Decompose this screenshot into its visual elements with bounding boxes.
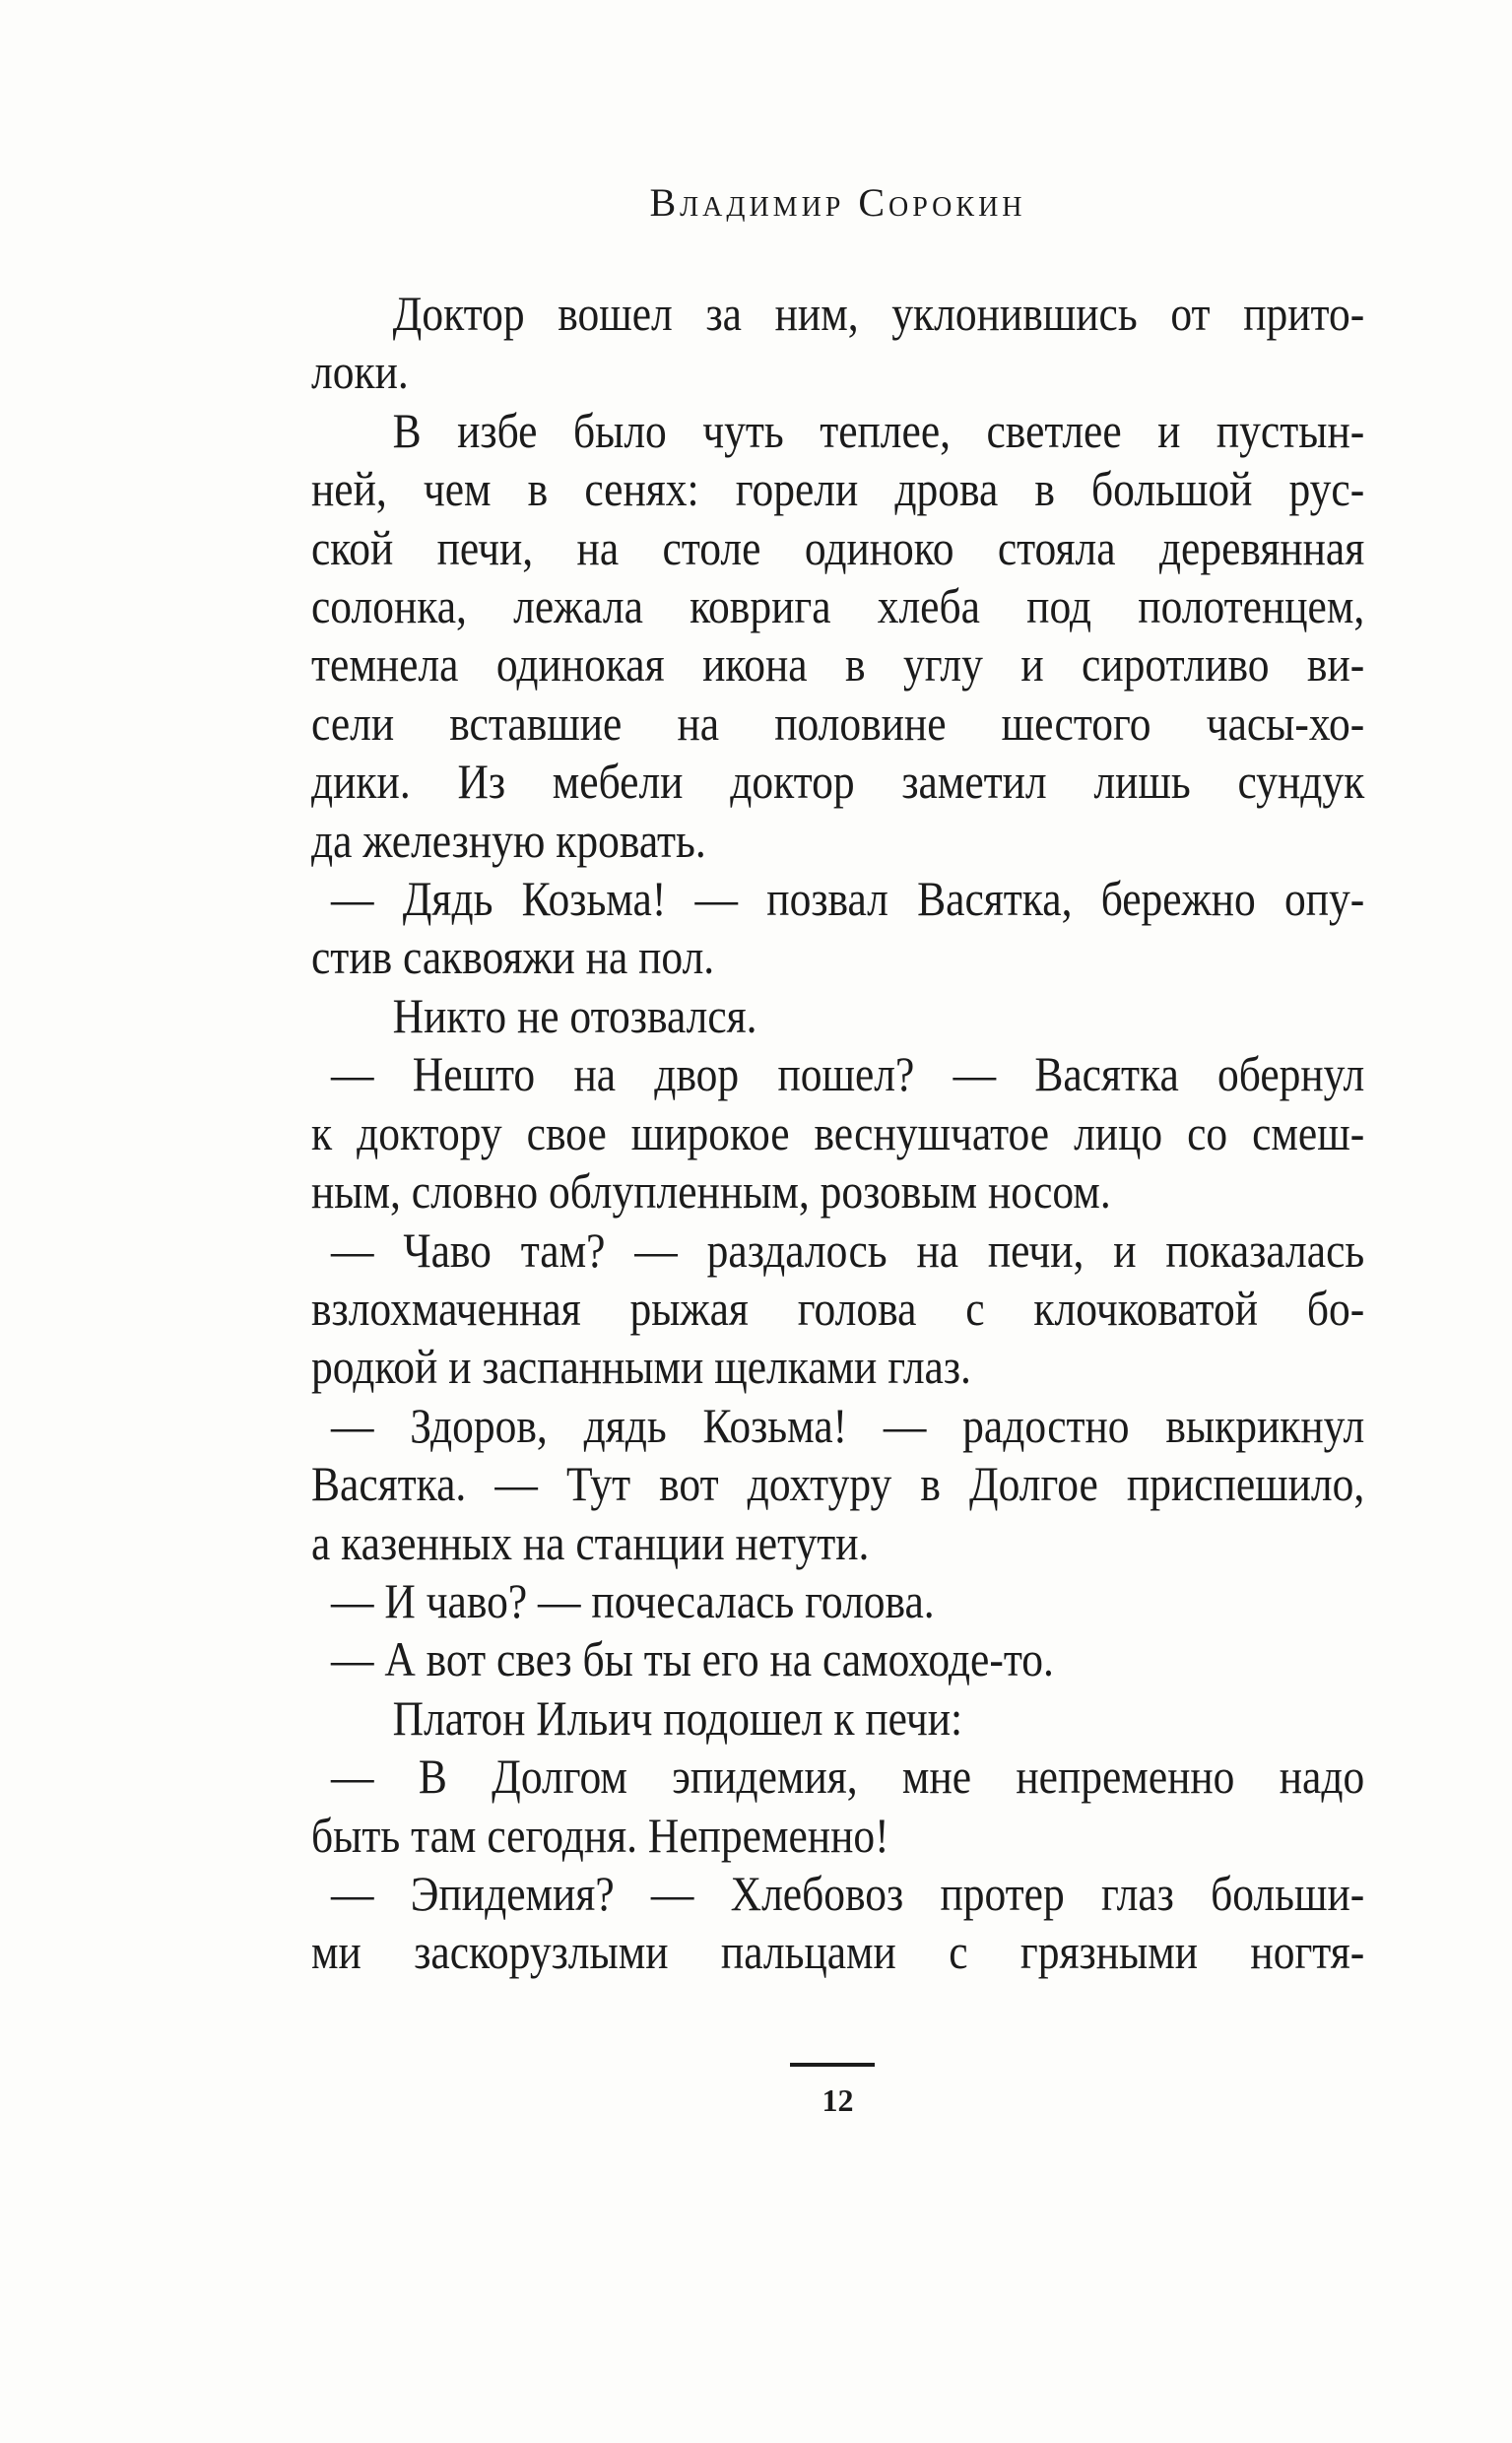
text-line: стив саквояжи на пол.: [311, 929, 715, 985]
paragraph: [311, 285, 1364, 402]
paragraph: [311, 1222, 1364, 1397]
paragraph: [311, 1630, 1364, 1688]
paragraph: [311, 987, 1364, 1045]
text-line: взлохмаченная рыжая голова с клочковатой бо-: [311, 1280, 1365, 1336]
text-line: а казенных на станции нетути.: [311, 1514, 870, 1570]
text-line: — И чаво? — почесалась голова.: [331, 1572, 935, 1628]
text-line: локи.: [311, 344, 409, 400]
text-line: Доктор вошел за ним, уклонившись от прито-: [392, 286, 1365, 341]
text-line: да железную кровать.: [311, 812, 706, 868]
text-line: ми заскорузлыми пальцами с грязными ногтя-: [311, 1924, 1365, 1980]
text-line: родкой и заспанными щелками глаз.: [311, 1339, 971, 1395]
paragraph: [311, 1748, 1364, 1865]
text-line: — Эпидемия? — Хлебовоз протер глаз больши-: [331, 1865, 1365, 1921]
text-line: В избе было чуть теплее, светлее и пустын-: [392, 402, 1365, 458]
paragraph: [311, 1865, 1364, 1982]
text-line: быть там сегодня. Непременно!: [311, 1807, 889, 1863]
text-line: ней, чем в сенях: горели дрова в большой рус-: [311, 461, 1365, 517]
text-line: сели вставшие на половине шестого часы-хо-: [311, 694, 1365, 751]
text-line: солонка, лежала коврига хлеба под полотенцем,: [311, 578, 1365, 634]
text-line: Никто не отозвался.: [392, 987, 757, 1043]
paragraph: [311, 1397, 1364, 1572]
text-line: к доктору свое широкое веснушчатое лицо со смеш-: [311, 1104, 1365, 1160]
author-header: Владимир Сорокин: [649, 180, 1026, 225]
paragraph: [311, 870, 1364, 987]
text-line: ской печи, на столе одиноко стояла деревянная: [311, 519, 1365, 575]
text-line: — Дядь Козьма! — позвал Васятка, бережно опу-: [331, 871, 1365, 927]
page-body-text: [311, 285, 1364, 1982]
paragraph: [311, 1045, 1364, 1221]
footer-rule: [790, 2063, 875, 2067]
text-line: дики. Из мебели доктор заметил лишь сундук: [311, 754, 1365, 810]
text-line: темнела одинокая икона в углу и сиротливо ви-: [311, 636, 1365, 693]
text-line: — Чаво там? — раздалось на печи, и показалась: [331, 1222, 1365, 1278]
text-line: — Здоров, дядь Козьма! — радостно выкрикнул: [331, 1397, 1365, 1453]
text-line: Васятка. — Тут вот дохтуру в Долгое приспешило,: [311, 1456, 1365, 1512]
text-line: — В Долгом эпидемия, мне непременно надо: [331, 1749, 1365, 1805]
text-line: ным, словно облупленным, розовым носом.: [311, 1163, 1111, 1220]
text-line: Платон Ильич подошел к печи:: [392, 1689, 963, 1746]
text-line: — А вот свез бы ты его на самоходе-то.: [331, 1631, 1054, 1687]
page-number: 12: [822, 2082, 854, 2118]
text-line: — Нешто на двор пошел? — Васятка обернул: [331, 1046, 1365, 1102]
paragraph: [311, 402, 1364, 870]
paragraph: [311, 1689, 1364, 1748]
paragraph: [311, 1572, 1364, 1630]
